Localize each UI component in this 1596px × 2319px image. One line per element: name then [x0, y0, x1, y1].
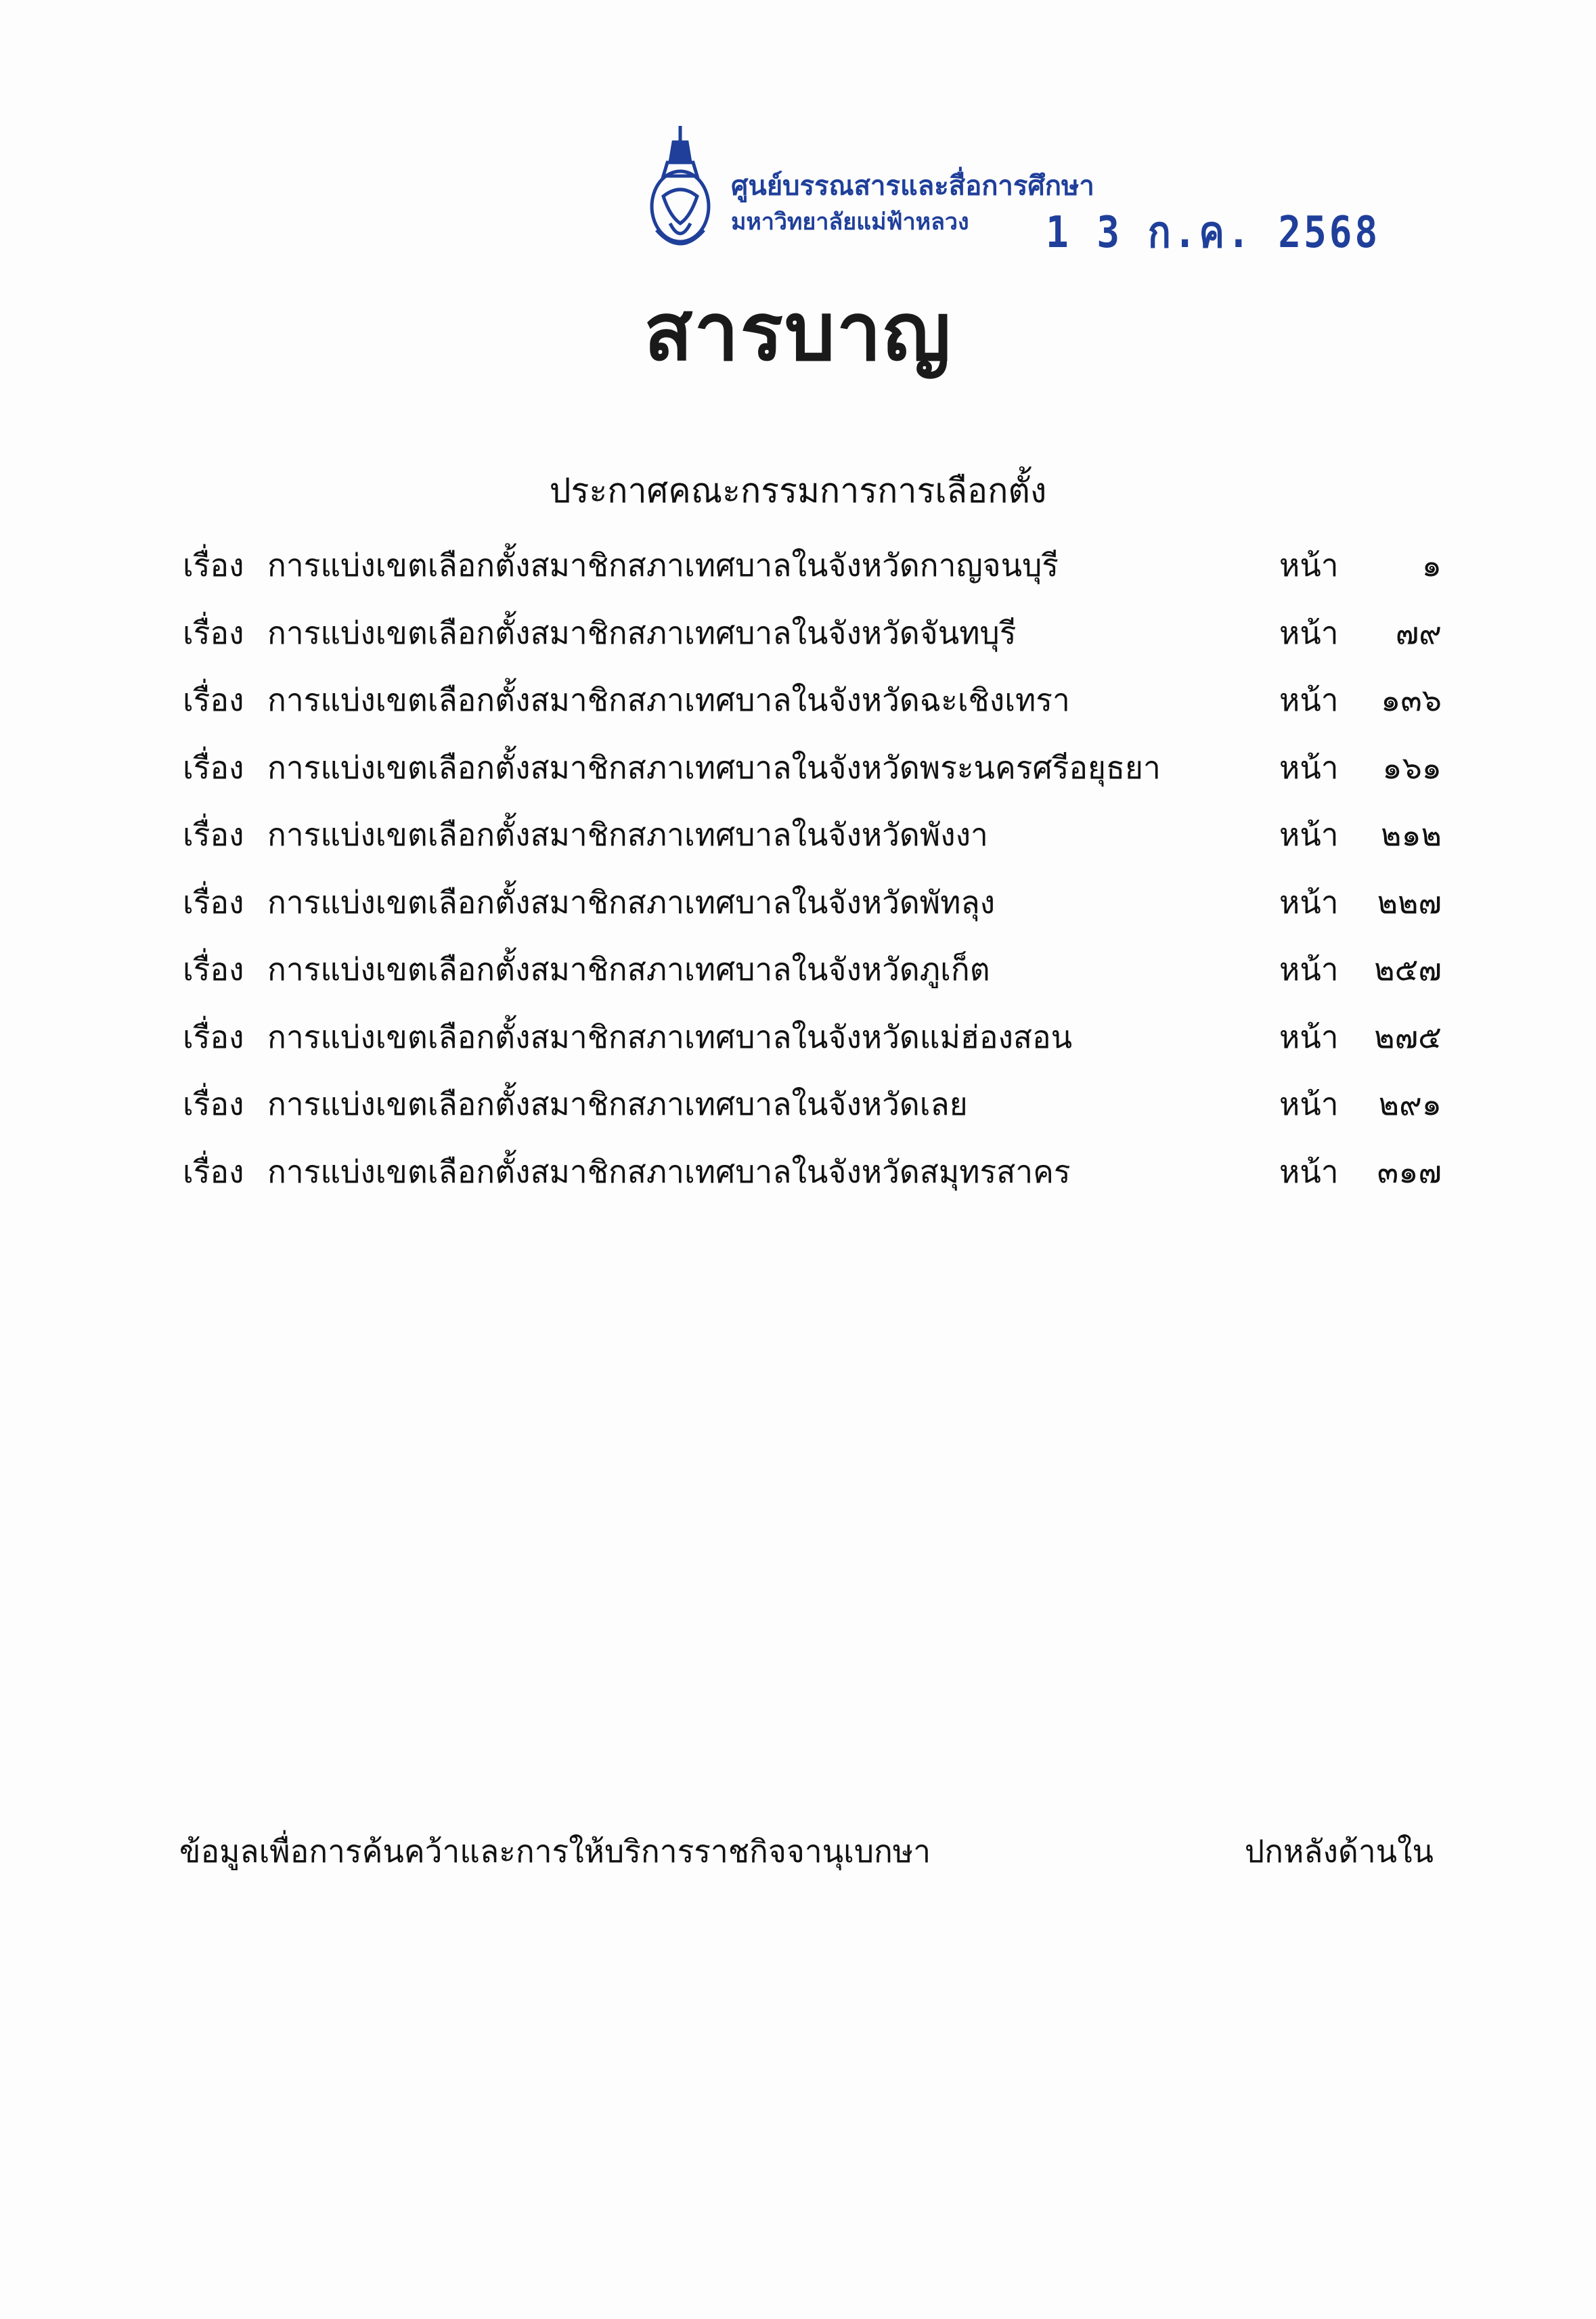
toc-page-label: หน้า [1279, 1086, 1339, 1122]
toc-entry[interactable] [183, 875, 1442, 943]
toc-page-label: หน้า [1279, 1018, 1339, 1055]
toc-entry-prefix: เรื่อง [183, 1018, 244, 1055]
toc-page-number: ๑๓๖ [1381, 682, 1442, 718]
section-heading: ประกาศคณะกรรมการการเลือกตั้ง [549, 471, 1047, 510]
stamp-org-name: ศูนย์บรรณสารและสื่อการศึกษา [731, 171, 1094, 202]
library-stamp [643, 122, 1381, 259]
toc-page-label: หน้า [1279, 614, 1339, 651]
toc-entry-title: การแบ่งเขตเลือกตั้งสมาชิกสภาเทศบาลในจังหวัดจันทบุรี [267, 614, 1017, 651]
toc-page-number: ๗๙ [1395, 614, 1442, 651]
stamp-university-name: มหาวิทยาลัยแม่ฟ้าหลวง [731, 208, 969, 236]
toc-entry-prefix: เรื่อง [183, 682, 244, 718]
toc-entry[interactable] [183, 1145, 1442, 1212]
toc-entry-title: การแบ่งเขตเลือกตั้งสมาชิกสภาเทศบาลในจังหวัดพัทลุง [267, 883, 996, 921]
toc-entry[interactable] [183, 1010, 1442, 1078]
toc-entry-prefix: เรื่อง [183, 614, 244, 651]
toc-entry-title: การแบ่งเขตเลือกตั้งสมาชิกสภาเทศบาลในจังหวัดเลย [267, 1086, 968, 1122]
toc-page-label: หน้า [1279, 1153, 1339, 1190]
toc-entry-prefix: เรื่อง [183, 547, 244, 583]
toc-page-label: หน้า [1279, 682, 1339, 718]
toc-page-label: หน้า [1279, 883, 1339, 921]
toc-entry-prefix: เรื่อง [183, 816, 244, 853]
toc-page-label: หน้า [1279, 951, 1339, 988]
toc-entry-prefix: เรื่อง [183, 951, 244, 988]
toc-entry-title: การแบ่งเขตเลือกตั้งสมาชิกสภาเทศบาลในจังหวัดกาญจนบุรี [267, 547, 1059, 583]
toc-entry[interactable] [183, 942, 1442, 1010]
toc-page-number: ๑๖๑ [1382, 749, 1442, 786]
page-title: สารบาญ [644, 285, 952, 378]
toc-entry-prefix: เรื่อง [183, 1153, 244, 1190]
toc-entry-title: การแบ่งเขตเลือกตั้งสมาชิกสภาเทศบาลในจังหวัดพระนครศรีอยุธยา [267, 749, 1161, 786]
toc-entry-prefix: เรื่อง [183, 883, 244, 921]
toc-page-number: ๒๑๒ [1381, 816, 1442, 853]
toc-entry-title: การแบ่งเขตเลือกตั้งสมาชิกสภาเทศบาลในจังหวัดพังงา [267, 816, 988, 853]
toc-entry[interactable] [183, 538, 1442, 606]
toc-page-label: หน้า [1279, 816, 1339, 853]
toc-page-number: ๒๕๗ [1374, 951, 1442, 988]
toc-entry-title: การแบ่งเขตเลือกตั้งสมาชิกสภาเทศบาลในจังหวัดแม่ฮ่องสอน [267, 1018, 1073, 1055]
toc-page-number: ๓๑๗ [1377, 1153, 1442, 1190]
toc-page-number: ๒๒๗ [1377, 883, 1442, 921]
footer-source-note: ข้อมูลเพื่อการค้นคว้าและการให้บริการราชกิจจานุเบกษา [179, 1833, 931, 1870]
toc-page-number: ๒๙๑ [1378, 1086, 1442, 1122]
toc-page-label: หน้า [1279, 547, 1339, 583]
footer-page-position: ปกหลังด้านใน [1244, 1833, 1434, 1870]
toc-entry-title: การแบ่งเขตเลือกตั้งสมาชิกสภาเทศบาลในจังหวัดภูเก็ต [267, 951, 990, 988]
toc-page-number: ๒๗๕ [1374, 1018, 1442, 1055]
toc-entry[interactable] [183, 673, 1442, 741]
toc-entry-prefix: เรื่อง [183, 1086, 244, 1122]
toc-page-number: ๑ [1421, 547, 1442, 583]
toc-entry[interactable] [183, 808, 1442, 875]
toc-entry[interactable] [183, 741, 1442, 808]
table-of-contents [183, 538, 1442, 1212]
stamp-date: 1 3 ก.ค. 2568 [1046, 207, 1381, 259]
toc-entry[interactable] [183, 606, 1442, 673]
toc-entry-title: การแบ่งเขตเลือกตั้งสมาชิกสภาเทศบาลในจังหวัดฉะเชิงเทรา [267, 682, 1070, 718]
toc-page-label: หน้า [1279, 749, 1339, 786]
toc-entry[interactable] [183, 1077, 1442, 1145]
toc-entry-prefix: เรื่อง [183, 749, 244, 786]
university-emblem-icon [643, 122, 717, 250]
toc-entry-title: การแบ่งเขตเลือกตั้งสมาชิกสภาเทศบาลในจังหวัดสมุทรสาคร [267, 1153, 1071, 1190]
